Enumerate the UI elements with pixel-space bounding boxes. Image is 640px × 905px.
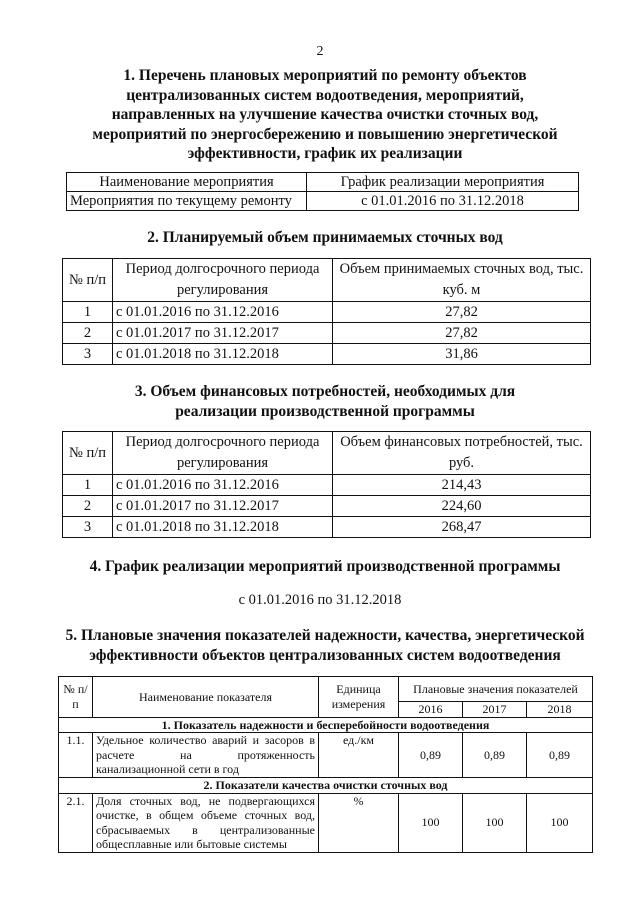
activities-header-name: Наименование мероприятия bbox=[67, 173, 307, 192]
table-cell: 100 bbox=[399, 793, 463, 852]
table-cell: 0,89 bbox=[463, 733, 527, 778]
finance-header-num: № п/п bbox=[63, 432, 113, 475]
table-cell: 100 bbox=[527, 793, 593, 852]
section-2-title: 2. Планируемый объем принимаемых сточных вод bbox=[147, 229, 503, 246]
indicators-section-treatment: 2. Показатели качества очистки сточных вод bbox=[59, 778, 593, 794]
table-cell: Удельное количество аварий и засоров в расчете на протяженность канализационной сети в год bbox=[93, 733, 319, 778]
page-number: 2 bbox=[316, 44, 324, 59]
table-cell: 3 bbox=[63, 517, 113, 538]
table-cell: ед./км bbox=[319, 733, 399, 778]
volume-header-period: Период долгосрочного периода регулирования bbox=[113, 259, 333, 302]
table-cell: 27,82 bbox=[333, 302, 591, 323]
indicators-header-planned: Плановые значения показателей bbox=[399, 677, 593, 702]
section-5-title bbox=[40, 626, 610, 665]
indicators-header-name: Наименование показателя bbox=[93, 677, 319, 718]
indicators-section-reliability: 1. Показатель надежности и бесперебойности водоотведения bbox=[59, 717, 593, 733]
table-cell: 268,47 bbox=[333, 517, 591, 538]
section-5-title-line: 5. Плановые значения показателей надежности, качества, энергетической bbox=[65, 627, 585, 644]
finance-header-amount: Объем финансовых потребностей, тыс. руб. bbox=[333, 432, 591, 475]
table-cell: 224,60 bbox=[333, 496, 591, 517]
section-1-title-line: эффективности, график их реализации bbox=[187, 145, 463, 162]
indicators-header-unit: Единица измерения bbox=[319, 677, 399, 718]
table-cell: 27,82 bbox=[333, 323, 591, 344]
volume-header-num: № п/п bbox=[63, 259, 113, 302]
table-cell: 31,86 bbox=[333, 344, 591, 365]
section-3-title bbox=[40, 382, 610, 421]
table-cell: с 01.01.2017 по 31.12.2017 bbox=[113, 496, 333, 517]
table-cell: 2 bbox=[63, 323, 113, 344]
table-cell: 1.1. bbox=[59, 733, 93, 778]
table-cell: 2 bbox=[63, 496, 113, 517]
table-cell: с 01.01.2016 по 31.12.2016 bbox=[113, 475, 333, 496]
indicators-header-year: 2016 bbox=[399, 702, 463, 718]
table-cell: с 01.01.2016 по 31.12.2016 bbox=[113, 302, 333, 323]
section-1-title-line: направленных на улучшение качества очистки сточных вод, bbox=[111, 106, 539, 123]
table-cell: 214,43 bbox=[333, 475, 591, 496]
indicators-header-year: 2018 bbox=[527, 702, 593, 718]
table-cell: 1 bbox=[63, 475, 113, 496]
table-cell: с 01.01.2018 по 31.12.2018 bbox=[113, 517, 333, 538]
table-cell: с 01.01.2017 по 31.12.2017 bbox=[113, 323, 333, 344]
table-cell: Доля сточных вод, не подвергающихся очистке, в общем объеме сточных вод, сбрасываемых в централизованные общесплавные или бытовые системы bbox=[93, 793, 319, 852]
table-cell: % bbox=[319, 793, 399, 852]
table-cell: 0,89 bbox=[527, 733, 593, 778]
section-1-title-line: 1. Перечень плановых мероприятий по ремонту объектов bbox=[123, 67, 527, 84]
section-4-period: с 01.01.2016 по 31.12.2018 bbox=[238, 592, 402, 608]
finance-header-period: Период долгосрочного периода регулирования bbox=[113, 432, 333, 475]
table-cell: 1 bbox=[63, 302, 113, 323]
activities-header-schedule: График реализации мероприятия bbox=[307, 173, 579, 192]
table-cell: с 01.01.2018 по 31.12.2018 bbox=[113, 344, 333, 365]
financial-needs-table bbox=[62, 431, 591, 538]
section-3-title-line: реализации производственной программы bbox=[175, 402, 475, 420]
section-1-title bbox=[40, 66, 610, 164]
activities-cell-schedule: с 01.01.2016 по 31.12.2018 bbox=[307, 192, 579, 211]
section-1-title-line: мероприятий по энергосбережению и повышению энергетической bbox=[92, 125, 558, 143]
section-1-title-line: централизованных систем водоотведения, мероприятий, bbox=[126, 86, 524, 104]
indicators-header-num: № п/п bbox=[59, 677, 93, 718]
table-cell: 2.1. bbox=[59, 793, 93, 852]
table-cell: 3 bbox=[63, 344, 113, 365]
section-5-title-line: эффективности объектов централизованных систем водоотведения bbox=[89, 646, 561, 664]
table-cell: 100 bbox=[463, 793, 527, 852]
table-cell: 0,89 bbox=[399, 733, 463, 778]
activities-table bbox=[66, 172, 579, 211]
section-4-title: 4. График реализации мероприятий производственной программы bbox=[89, 558, 561, 575]
indicators-table bbox=[58, 676, 593, 853]
activities-cell-name: Мероприятия по текущему ремонту bbox=[67, 192, 307, 211]
indicators-header-year: 2017 bbox=[463, 702, 527, 718]
volume-header-volume: Объем принимаемых сточных вод, тыс. куб. м bbox=[333, 259, 591, 302]
wastewater-volume-table bbox=[62, 258, 591, 365]
section-3-title-line: 3. Объем финансовых потребностей, необходимых для bbox=[134, 383, 516, 400]
